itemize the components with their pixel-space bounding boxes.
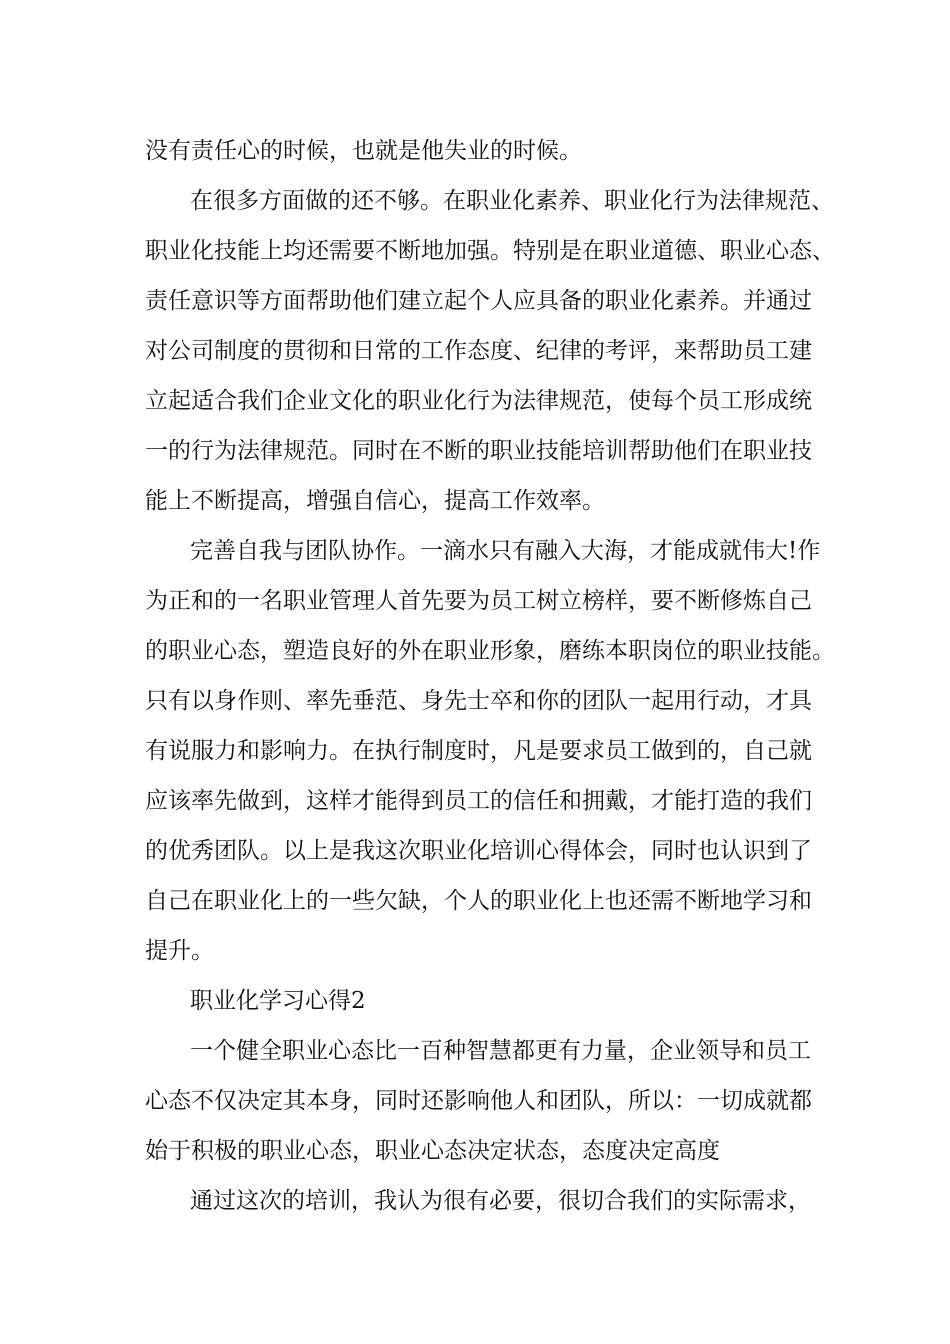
text-line: 责任意识等方面帮助他们建立起个人应具备的职业化素养。并通过 [145, 288, 812, 314]
text-line: 只有以身作则、率先垂范、身先士卒和你的团队一起用行动，才具 [145, 688, 812, 714]
text-line: 为正和的一名职业管理人首先要为员工树立榜样，要不断修炼自己 [145, 588, 812, 614]
text-line: 的职业心态，塑造良好的外在职业形象，磨练本职岗位的职业技能。 [145, 638, 835, 664]
text-line: 自己在职业化上的一些欠缺，个人的职业化上也还需不断地学习和 [145, 888, 812, 914]
text-line: 立起适合我们企业文化的职业化行为法律规范，使每个员工形成统 [145, 388, 812, 414]
text-line: 有说服力和影响力。在执行制度时，凡是要求员工做到的，自己就 [145, 738, 812, 764]
text-line: 职业化技能上均还需要不断地加强。特别是在职业道德、职业心态、 [145, 238, 835, 264]
text-line: 始于积极的职业心态，职业心态决定状态，态度决定高度 [145, 1138, 720, 1164]
section-heading: 职业化学习心得2 [190, 988, 366, 1014]
text-line: 应该率先做到，这样才能得到员工的信任和拥戴，才能打造的我们 [145, 788, 812, 814]
text-line: 完善自我与团队协作。一滴水只有融入大海，才能成就伟大!作 [190, 538, 821, 564]
text-line: 能上不断提高，增强自信心，提高工作效率。 [145, 488, 605, 514]
text-line: 一的行为法律规范。同时在不断的职业技能培训帮助他们在职业技 [145, 438, 812, 464]
text-line: 的优秀团队。以上是我这次职业化培训心得体会，同时也认识到了 [145, 838, 812, 864]
text-line: 提升。 [145, 938, 214, 964]
text-line: 对公司制度的贯彻和日常的工作态度、纪律的考评，来帮助员工建 [145, 338, 812, 364]
text-line: 没有责任心的时候，也就是他失业的时候。 [145, 138, 582, 164]
text-line: 一个健全职业心态比一百种智慧都更有力量，企业领导和员工 [190, 1038, 811, 1064]
text-line: 通过这次的培训，我认为很有必要，很切合我们的实际需求， [190, 1188, 811, 1214]
text-line: 在很多方面做的还不够。在职业化素养、职业化行为法律规范、 [190, 188, 834, 214]
text-line: 心态不仅决定其本身，同时还影响他人和团队，所以：一切成就都 [145, 1088, 812, 1114]
